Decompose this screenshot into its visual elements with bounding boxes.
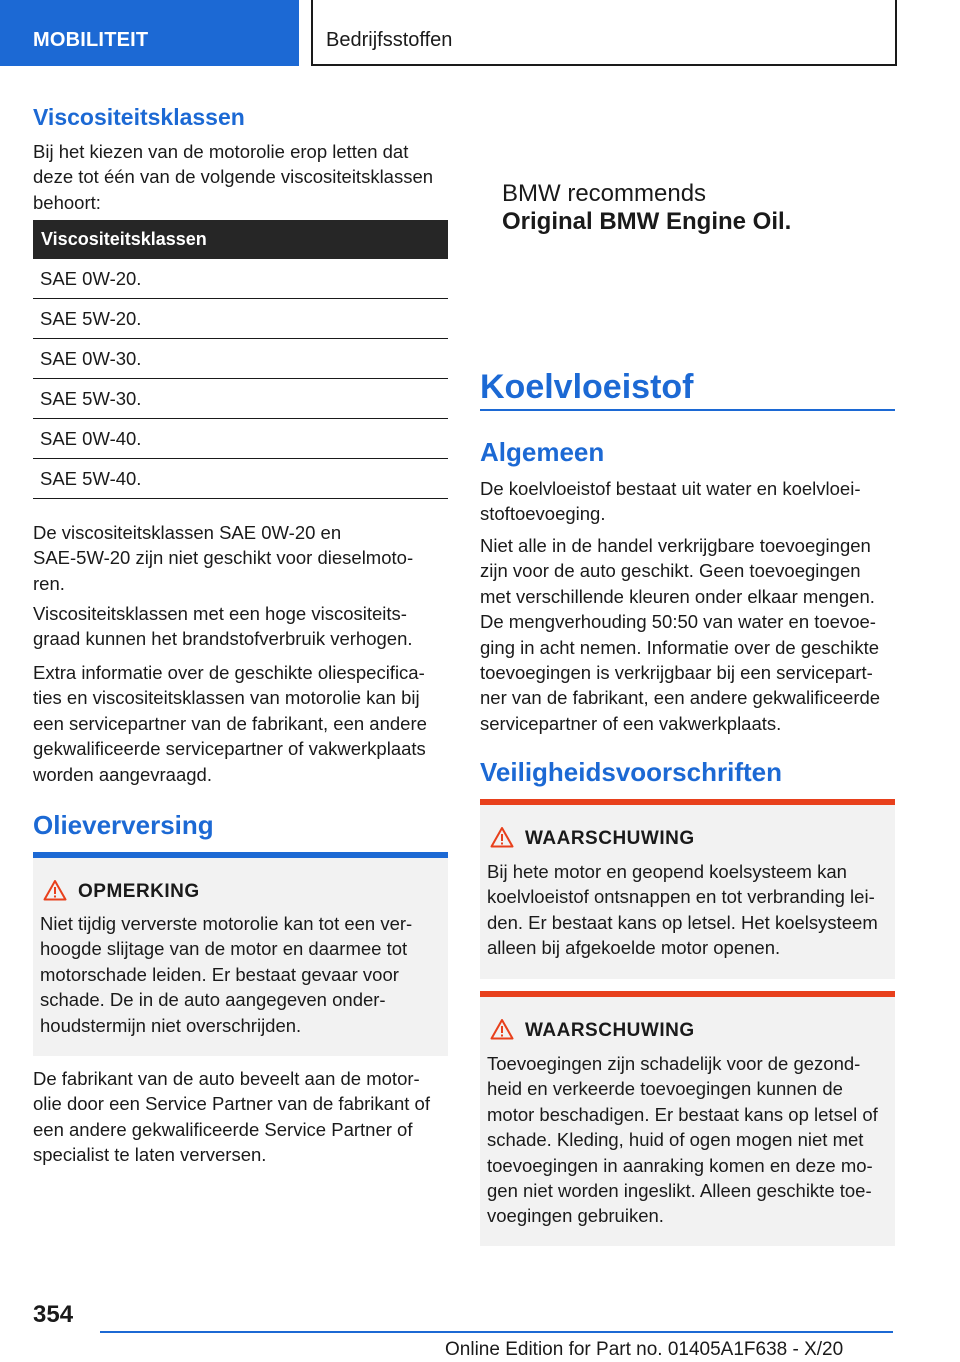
note-bar [33, 852, 448, 858]
table-row: SAE 0W-40. [33, 419, 448, 459]
text-line: ner van de fabrikant, een andere gekwalificeerde [480, 687, 881, 709]
text-line: Toevoegingen zijn schadelijk voor de gezond- [487, 1053, 861, 1074]
text-line: deze tot één van de volgende viscositeitsklassen [33, 166, 434, 188]
text-line: voegingen gebruiken. [487, 1205, 664, 1227]
heading-safety: Veiligheidsvoorschriften [480, 757, 782, 787]
paragraph-additives [480, 533, 895, 736]
page-number: 354 [33, 1301, 74, 1328]
chapter-label: Bedrijfsstoffen [326, 29, 453, 51]
text-line: gen niet worden ingeslikt. Alleen geschikte toe- [487, 1180, 872, 1201]
text-line: motorschade leiden. Er bestaat gevaar voor [40, 963, 399, 985]
text-line: houdstermijn niet overschrijden. [40, 1014, 302, 1036]
warning-box-1 [480, 799, 895, 979]
warning-title: WAARSCHUWING [525, 1020, 695, 1041]
text-line: worden aangevraagd. [33, 763, 212, 785]
text-line: Extra informatie over de geschikte oliespecifica- [33, 662, 425, 683]
paragraph-extra-info [33, 660, 448, 787]
text-line: Niet tijdig ververste motorolie kan tot een ver- [40, 913, 413, 934]
text-line: De fabrikant van de auto beveelt aan de motor- [33, 1068, 420, 1089]
viscosity-intro [33, 139, 448, 215]
edition-text: Online Edition for Part no. 01405A1F638 - X/20 [445, 1339, 844, 1360]
text-line: servicepartner of een vakwerkplaats. [480, 712, 782, 734]
bmw-oil-line: Original BMW Engine Oil. [502, 208, 792, 235]
warning-title: WAARSCHUWING [525, 828, 695, 849]
text-line: den. Er bestaat kans op letsel. Het koelsysteem [487, 911, 878, 933]
section-label: MOBILITEIT [33, 29, 149, 51]
text-line: SAE-5W-20 zijn niet geschikt voor dieselmoto- [33, 547, 414, 569]
text-line: Viscositeitsklassen met een hoge viscositeits- [33, 603, 407, 624]
heading-coolant: Koelvloeistof [480, 368, 694, 406]
heading-general: Algemeen [480, 437, 605, 467]
table-row: SAE 0W-20. [33, 259, 448, 299]
text-line: schade. De in de auto aangegeven onder- [40, 989, 386, 1011]
note-box [33, 852, 448, 1056]
text-line: ren. [33, 572, 65, 594]
section-tab[interactable] [0, 0, 299, 66]
text-line: Niet alle in de handel verkrijgbare toevoegingen [480, 535, 871, 556]
text-line: De viscositeitsklassen SAE 0W-20 en [33, 522, 342, 543]
text-line: een andere gekwalificeerde Service Partner of [33, 1118, 413, 1140]
text-line: hoogde slijtage van de motor en daarmee tot [40, 938, 408, 960]
heading-viscosity: Viscositeitsklassen [33, 104, 245, 130]
warning-bar [480, 799, 895, 805]
table-row: SAE 5W-40. [33, 459, 448, 499]
text-line: olie door een Service Partner van de fabrikant of [33, 1093, 430, 1115]
bmw-recommends-line: BMW recommends [502, 180, 707, 207]
text-line: ties en viscositeitsklassen van motorolie kan bij [33, 687, 420, 709]
paragraph-manufacturer [33, 1066, 448, 1168]
text-line: Bij hete motor en geopend koelsysteem kan [487, 861, 847, 882]
warning-bar [480, 991, 895, 997]
text-line: met verschillende kleuren onder elkaar mengen. [480, 585, 875, 607]
paragraph-diesel [33, 520, 448, 596]
text-line: Bij het kiezen van de motorolie erop letten dat [33, 141, 409, 162]
text-line: zijn voor de auto geschikt. Geen toevoegingen [480, 560, 861, 582]
text-line: schade. Kleding, huid of ogen mogen niet met [487, 1129, 864, 1151]
text-line: gekwalificeerde servicepartner of vakwerkplaats [33, 738, 426, 760]
table-row: SAE 5W-20. [33, 299, 448, 339]
warning-triangle-icon [490, 826, 514, 848]
chapter-tab[interactable] [311, 0, 897, 66]
warning-box-2 [480, 991, 895, 1246]
text-line: motor beschadigen. Er bestaat kans op letsel of [487, 1103, 878, 1125]
text-line: stoftoevoeging. [480, 503, 606, 525]
text-line: ging in acht nemen. Informatie over de geschikte [480, 636, 880, 658]
text-line: De koelvloeistof bestaat uit water en koelvloei- [480, 478, 861, 499]
warning-triangle-icon [43, 879, 67, 901]
text-line: De mengverhouding 50:50 van water en toevoe- [480, 611, 876, 633]
text-line: behoort: [33, 191, 101, 213]
text-line: een servicepartner van de fabrikant, een andere [33, 712, 427, 734]
text-line: toevoegingen is verkrijgbaar bij een servicepart- [480, 662, 873, 684]
text-line: specialist te laten verversen. [33, 1144, 267, 1166]
note-title: OPMERKING [78, 881, 200, 902]
text-line: koelvloeistof ontsnappen en tot verbranding lei- [487, 886, 875, 908]
heading-rule [480, 409, 895, 411]
paragraph-viscosity-high [33, 601, 448, 652]
viscosity-table [33, 220, 448, 499]
table-row: SAE 0W-30. [33, 339, 448, 379]
footer-rule [100, 1331, 893, 1333]
text-line: toevoegingen in aanraking komen en deze mo- [487, 1154, 873, 1176]
paragraph-coolant-composition [480, 476, 895, 527]
text-line: alleen bij afgekoelde motor openen. [487, 937, 781, 959]
warning-triangle-icon [490, 1018, 514, 1040]
table-header: Viscositeitsklassen [33, 220, 448, 259]
table-row: SAE 5W-30. [33, 379, 448, 419]
heading-oil-change: Olieverversing [33, 810, 214, 840]
text-line: graad kunnen het brandstofverbruik verhogen. [33, 628, 413, 650]
text-line: heid en verkeerde toevoegingen kunnen de [487, 1078, 843, 1100]
